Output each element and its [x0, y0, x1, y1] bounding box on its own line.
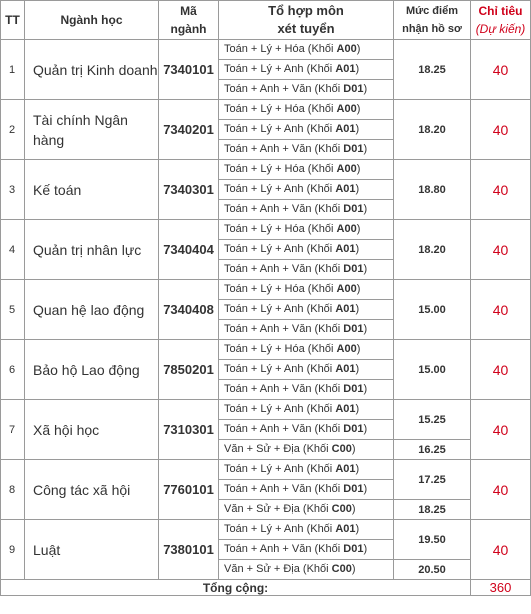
combo-text: Toán + Lý + Hóa (Khối	[224, 283, 337, 295]
block-code: D01	[343, 323, 364, 335]
major-code: 7850201	[159, 340, 219, 400]
block-code: A01	[335, 123, 356, 135]
header-score: Mức điểm nhận hồ sơ	[394, 1, 471, 40]
combo-text: Toán + Lý + Anh (Khối	[224, 243, 336, 255]
combo-close-paren: )	[355, 243, 360, 255]
subject-combination	[219, 160, 394, 180]
combo-text: Toán + Lý + Anh (Khối	[224, 183, 336, 195]
block-code: A00	[336, 223, 357, 235]
major-name: Bảo hộ Lao động	[25, 340, 159, 400]
table-row	[1, 160, 531, 180]
quota: 40	[471, 160, 531, 220]
combo-close-paren: )	[356, 343, 361, 355]
major-code: 7340201	[159, 100, 219, 160]
combo-text: Toán + Anh + Văn (Khối	[224, 263, 344, 275]
table-row	[1, 280, 531, 300]
subject-combination	[219, 180, 394, 200]
subject-combination	[219, 360, 394, 380]
combo-close-paren: )	[363, 383, 368, 395]
quota: 40	[471, 460, 531, 520]
subject-combination	[219, 100, 394, 120]
block-code: A01	[335, 303, 356, 315]
combo-text: Văn + Sử + Địa (Khối	[224, 503, 332, 515]
major-code: 7340404	[159, 220, 219, 280]
combo-text: Toán + Lý + Anh (Khối	[224, 523, 336, 535]
combo-close-paren: )	[363, 203, 368, 215]
subject-combination	[219, 120, 394, 140]
table-row	[1, 520, 531, 540]
block-code: D01	[343, 83, 364, 95]
subject-combination	[219, 400, 394, 420]
block-code: D01	[343, 263, 364, 275]
major-name: Tài chính Ngân hàng	[25, 100, 159, 160]
header-tt: TT	[1, 1, 25, 40]
combo-text: Toán + Lý + Anh (Khối	[224, 403, 336, 415]
subject-combination	[219, 260, 394, 280]
block-code: D01	[343, 543, 364, 555]
major-code: 7340301	[159, 160, 219, 220]
combo-close-paren: )	[355, 63, 360, 75]
row-number: 3	[1, 160, 25, 220]
block-code: A00	[336, 163, 357, 175]
table-row	[1, 100, 531, 120]
header-combo: Tổ hợp môn xét tuyển	[219, 1, 394, 40]
subject-combination	[219, 40, 394, 60]
min-score: 16.25	[394, 440, 471, 460]
subject-combination	[219, 340, 394, 360]
min-score: 17.25	[394, 460, 471, 500]
table-body	[1, 40, 531, 596]
header-code: Mã ngành	[159, 1, 219, 40]
subject-combination	[219, 380, 394, 400]
combo-text: Toán + Anh + Văn (Khối	[224, 423, 344, 435]
row-number: 9	[1, 520, 25, 580]
subject-combination	[219, 560, 394, 580]
quota: 40	[471, 520, 531, 580]
major-code: 7310301	[159, 400, 219, 460]
total-label: Tổng cộng:	[1, 580, 471, 596]
combo-text: Toán + Anh + Văn (Khối	[224, 323, 344, 335]
min-score: 19.50	[394, 520, 471, 560]
row-number: 8	[1, 460, 25, 520]
subject-combination	[219, 220, 394, 240]
table-row	[1, 460, 531, 480]
combo-text: Toán + Lý + Anh (Khối	[224, 303, 336, 315]
row-number: 5	[1, 280, 25, 340]
combo-close-paren: )	[356, 223, 361, 235]
subject-combination	[219, 500, 394, 520]
subject-combination	[219, 200, 394, 220]
major-name: Kế toán	[25, 160, 159, 220]
combo-text: Toán + Anh + Văn (Khối	[224, 543, 344, 555]
block-code: C00	[331, 503, 352, 515]
quota: 40	[471, 40, 531, 100]
block-code: A01	[335, 63, 356, 75]
block-code: D01	[343, 143, 364, 155]
combo-close-paren: )	[355, 403, 360, 415]
major-name: Luật	[25, 520, 159, 580]
table-row	[1, 340, 531, 360]
major-code: 7340408	[159, 280, 219, 340]
block-code: A01	[335, 463, 356, 475]
block-code: D01	[343, 483, 364, 495]
major-name: Quản trị Kinh doanh	[25, 40, 159, 100]
subject-combination	[219, 240, 394, 260]
combo-text: Toán + Anh + Văn (Khối	[224, 203, 344, 215]
combo-text: Toán + Lý + Hóa (Khối	[224, 103, 337, 115]
block-code: D01	[343, 383, 364, 395]
subject-combination	[219, 460, 394, 480]
quota: 40	[471, 280, 531, 340]
row-number: 1	[1, 40, 25, 100]
row-number: 6	[1, 340, 25, 400]
combo-close-paren: )	[356, 283, 361, 295]
combo-close-paren: )	[363, 83, 368, 95]
combo-text: Toán + Lý + Hóa (Khối	[224, 223, 337, 235]
combo-text: Toán + Lý + Hóa (Khối	[224, 43, 337, 55]
subject-combination	[219, 420, 394, 440]
combo-close-paren: )	[363, 323, 368, 335]
quota: 40	[471, 100, 531, 160]
block-code: A00	[336, 43, 357, 55]
block-code: A00	[336, 103, 357, 115]
combo-close-paren: )	[356, 103, 361, 115]
combo-close-paren: )	[351, 503, 356, 515]
block-code: A00	[336, 343, 357, 355]
major-code: 7760101	[159, 460, 219, 520]
subject-combination	[219, 440, 394, 460]
table-row	[1, 400, 531, 420]
combo-text: Văn + Sử + Địa (Khối	[224, 443, 332, 455]
combo-text: Toán + Lý + Hóa (Khối	[224, 343, 337, 355]
row-number: 7	[1, 400, 25, 460]
min-score: 15.00	[394, 340, 471, 400]
combo-text: Toán + Lý + Anh (Khối	[224, 463, 336, 475]
block-code: A01	[335, 403, 356, 415]
min-score: 15.00	[394, 280, 471, 340]
subject-combination	[219, 280, 394, 300]
table-row	[1, 40, 531, 60]
row-number: 4	[1, 220, 25, 280]
combo-text: Toán + Anh + Văn (Khối	[224, 83, 344, 95]
subject-combination	[219, 540, 394, 560]
quota: 40	[471, 340, 531, 400]
quota: 40	[471, 220, 531, 280]
major-name: Xã hội học	[25, 400, 159, 460]
min-score: 18.25	[394, 500, 471, 520]
combo-text: Toán + Lý + Anh (Khối	[224, 123, 336, 135]
block-code: C00	[331, 563, 352, 575]
subject-combination	[219, 520, 394, 540]
combo-close-paren: )	[356, 43, 361, 55]
combo-close-paren: )	[351, 563, 356, 575]
min-score: 18.20	[394, 100, 471, 160]
block-code: C00	[331, 443, 352, 455]
subject-combination	[219, 80, 394, 100]
quota: 40	[471, 400, 531, 460]
combo-close-paren: )	[355, 523, 360, 535]
block-code: A01	[335, 363, 356, 375]
block-code: A01	[335, 523, 356, 535]
min-score: 18.25	[394, 40, 471, 100]
combo-text: Toán + Anh + Văn (Khối	[224, 483, 344, 495]
total-value: 360	[471, 580, 531, 596]
major-code: 7340101	[159, 40, 219, 100]
combo-text: Toán + Lý + Anh (Khối	[224, 363, 336, 375]
combo-close-paren: )	[363, 423, 368, 435]
subject-combination	[219, 60, 394, 80]
combo-text: Toán + Lý + Anh (Khối	[224, 63, 336, 75]
table-row	[1, 220, 531, 240]
major-name: Công tác xã hội	[25, 460, 159, 520]
min-score: 15.25	[394, 400, 471, 440]
block-code: D01	[343, 203, 364, 215]
combo-text: Toán + Anh + Văn (Khối	[224, 143, 344, 155]
subject-combination	[219, 300, 394, 320]
subject-combination	[219, 140, 394, 160]
combo-close-paren: )	[355, 183, 360, 195]
block-code: A00	[336, 283, 357, 295]
major-code: 7380101	[159, 520, 219, 580]
combo-close-paren: )	[363, 143, 368, 155]
combo-close-paren: )	[356, 163, 361, 175]
min-score: 18.80	[394, 160, 471, 220]
combo-close-paren: )	[363, 263, 368, 275]
subject-combination	[219, 320, 394, 340]
table-header-row	[1, 1, 531, 40]
combo-close-paren: )	[355, 303, 360, 315]
min-score: 18.20	[394, 220, 471, 280]
combo-text: Toán + Lý + Hóa (Khối	[224, 163, 337, 175]
block-code: A01	[335, 243, 356, 255]
header-quota: Chỉ tiêu (Dự kiến)	[471, 1, 531, 40]
combo-close-paren: )	[355, 123, 360, 135]
combo-text: Văn + Sử + Địa (Khối	[224, 563, 332, 575]
major-name: Quan hệ lao động	[25, 280, 159, 340]
combo-close-paren: )	[351, 443, 356, 455]
combo-close-paren: )	[363, 543, 368, 555]
header-major: Ngành học	[25, 1, 159, 40]
block-code: D01	[343, 423, 364, 435]
combo-close-paren: )	[363, 483, 368, 495]
block-code: A01	[335, 183, 356, 195]
major-name: Quản trị nhân lực	[25, 220, 159, 280]
combo-close-paren: )	[355, 363, 360, 375]
subject-combination	[219, 480, 394, 500]
min-score: 20.50	[394, 560, 471, 580]
row-number: 2	[1, 100, 25, 160]
total-row	[1, 580, 531, 596]
combo-close-paren: )	[355, 463, 360, 475]
combo-text: Toán + Anh + Văn (Khối	[224, 383, 344, 395]
